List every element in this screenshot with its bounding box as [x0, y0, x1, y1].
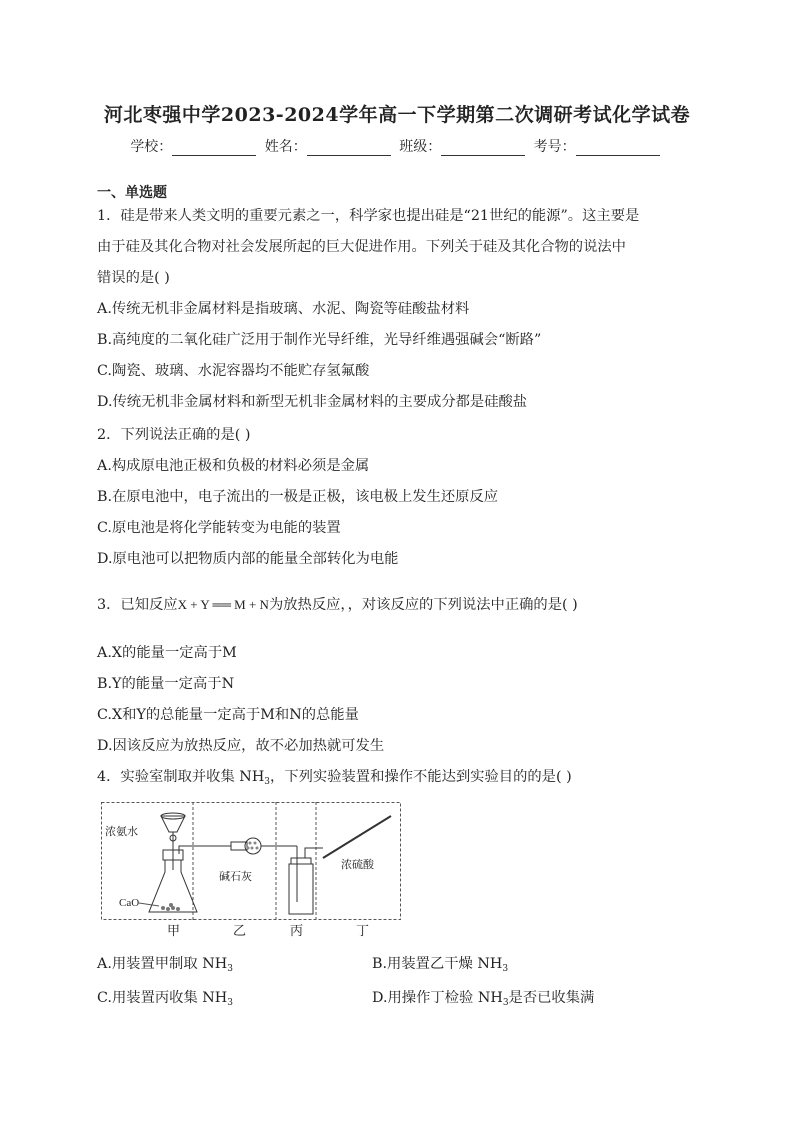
label-conc-acid: 浓硫酸: [341, 859, 374, 871]
q4-option-d[interactable]: [372, 987, 594, 1008]
q4-stem-pre: 4．实验室制取并收集 NH: [97, 769, 265, 785]
soda-lime-granules: [247, 842, 259, 850]
q3-option-c[interactable]: C.X和Y的总能量一定高于M和N的总能量: [97, 707, 359, 723]
q1-option-d[interactable]: D.传统无机非金属材料和新型无机非金属材料的主要成分都是硅酸盐: [97, 394, 528, 410]
q4-d-sub: 3: [502, 998, 509, 1008]
name-field[interactable]: [307, 141, 391, 156]
school-field[interactable]: [172, 141, 256, 156]
outlet-tube: [179, 846, 231, 854]
student-info-line: [0, 136, 794, 156]
name-label: 姓名：: [264, 139, 307, 155]
label-bing: 丙: [290, 924, 304, 939]
q1-stem-line3: 错误的是( ): [97, 270, 170, 286]
page-title: 河北枣强中学2023-2024学年高一下学期第二次调研考试化学试卷: [103, 104, 691, 126]
q2-option-b[interactable]: B.在原电池中，电子流出的一极是正极，该电极上发生还原反应: [97, 489, 499, 505]
q4-d-post: 是否已收集满: [508, 990, 595, 1006]
q1-option-c[interactable]: C.陶瓷、玻璃、水泥容器均不能贮存氢氟酸: [97, 363, 370, 379]
glass-rod: [323, 816, 391, 858]
q4-stem-post: ，下列实验装置和操作不能达到实验目的的是( ): [270, 769, 572, 785]
q3-stem: [97, 594, 578, 614]
class-field[interactable]: [441, 141, 525, 156]
apparatus-diagram: [101, 802, 401, 920]
q4-stem: [97, 766, 572, 787]
label-cao: CaO: [119, 897, 140, 909]
q4-d-text: D.用操作丁检验 NH: [372, 990, 503, 1006]
q2-option-a[interactable]: A.构成原电池正极和负极的材料必须是金属: [97, 458, 370, 474]
q4-option-c[interactable]: [97, 987, 233, 1008]
label-ding: 丁: [356, 924, 370, 939]
q3-stem-pre: 3．已知反应: [97, 597, 178, 613]
q1-option-a[interactable]: A.传统无机非金属材料是指玻璃、水泥、陶瓷等硅酸盐材料: [97, 301, 470, 317]
q3-option-b[interactable]: B.Y的能量一定高于N: [97, 676, 235, 692]
q1-stem-line2: 由于硅及其化合物对社会发展所起的巨大促进作用。下列关于硅及其化合物的说法中: [97, 239, 626, 255]
q4-c-text: C.用装置丙收集 NH: [97, 990, 228, 1006]
q4-a-text: A.用装置甲制取 NH: [97, 956, 228, 972]
gas-bottle: [289, 864, 313, 914]
bottle-stopper: [291, 858, 311, 864]
q2-option-c[interactable]: C.原电池是将化学能转变为电能的装置: [97, 520, 341, 536]
exam-no-field[interactable]: [576, 141, 660, 156]
q2-option-d[interactable]: D.原电池可以把物质内部的能量全部转化为电能: [97, 551, 399, 567]
q4-c-sub: 3: [227, 998, 234, 1008]
q1-option-b[interactable]: B.高纯度的二氧化硅广泛用于制作光导纤维，光导纤维遇强碱会“断路”: [97, 332, 542, 348]
section-heading: 一、单选题: [97, 185, 167, 201]
q3-equation: X + Y ══ M + N: [177, 597, 269, 612]
q1-stem-line1: 1．硅是带来人类文明的重要元素之一，科学家也提出硅是“21世纪的能源”。这主要是: [97, 208, 640, 224]
q3-option-a[interactable]: A.X的能量一定高于M: [97, 645, 237, 661]
q3-option-d[interactable]: D.因该反应为放热反应，故不必加热就可发生: [97, 738, 385, 754]
label-ammonia-water: 浓氨水: [105, 826, 138, 838]
q4-b-sub: 3: [502, 964, 509, 974]
cao-pellets: [161, 903, 180, 911]
q4-option-a[interactable]: [97, 953, 233, 974]
q4-stem-sub: 3: [264, 777, 271, 787]
school-label: 学校：: [130, 139, 173, 155]
label-jia: 甲: [167, 924, 181, 939]
bottle-outlet: [305, 848, 323, 858]
exam-no-label: 考号：: [533, 139, 576, 155]
q4-option-b[interactable]: [372, 953, 508, 974]
q3-stem-post: 为放热反应，，对该反应的下列说法中正确的是( ): [268, 597, 578, 613]
q2-stem: 2．下列说法正确的是( ): [97, 427, 251, 443]
class-label: 班级：: [399, 139, 442, 155]
q4-b-text: B.用装置乙干燥 NH: [372, 956, 503, 972]
label-yi: 乙: [233, 924, 247, 939]
label-soda-lime: 碱石灰: [219, 871, 252, 883]
q4-a-sub: 3: [227, 964, 233, 974]
